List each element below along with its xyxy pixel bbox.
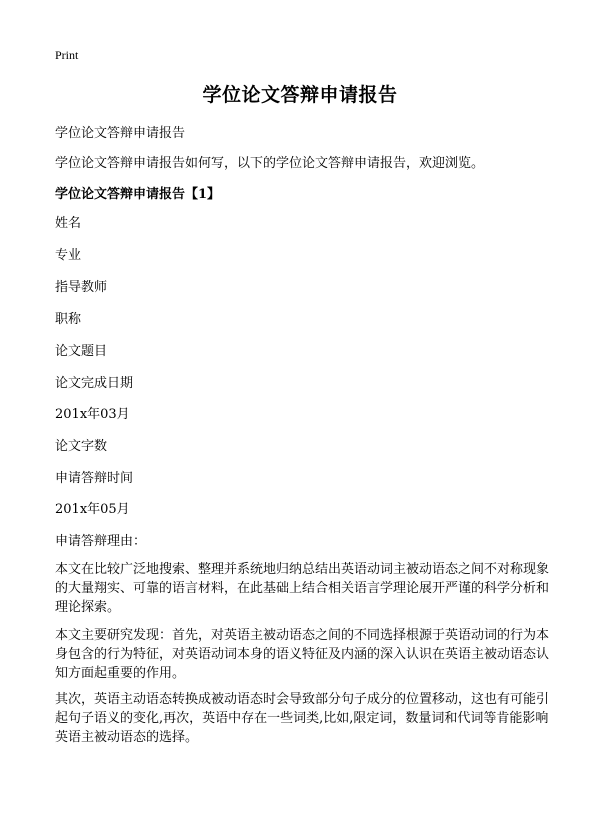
field-word-count: 论文字数: [55, 439, 108, 454]
field-thesis-topic: 论文题目: [55, 344, 108, 359]
print-label: Print: [55, 48, 79, 62]
paragraph-1: 本文在比较广泛地搜索、整理并系统地归纳总结出英语动词主被动语态之间不对称现象的大量翔实、可靠的语言材料，在此基础上结合相关语言学理论展开严谨的科学分析和理论探索。: [55, 562, 550, 615]
section-heading: 学位论文答辩申请报告【1】: [55, 187, 221, 202]
field-major: 专业: [55, 248, 82, 263]
field-defense-time-value: 201x年05月: [55, 502, 130, 517]
paragraph-3: 其次，英语主动语态转换成被动语态时会导致部分句子成分的位置移动，这也有可能引起句子语义的变化,再次，英语中存在一些词类,比如,限定词，数量词和代词等肯能影响英语主被动语态的选择。: [55, 692, 550, 745]
document-intro: 学位论文答辩申请报告如何写，以下的学位论文答辩申请报告，欢迎浏览。: [55, 156, 485, 171]
field-defense-time: 申请答辩时间: [55, 471, 134, 486]
field-defense-reason: 申请答辩理由：: [55, 534, 147, 549]
field-title: 职称: [55, 312, 82, 327]
document-title: 学位论文答辩申请报告: [202, 84, 398, 106]
paragraph-2: 本文主要研究发现：首先，对英语主被动语态之间的不同选择根源于英语动词的行为本身包含的行为特征，对英语动词本身的语义特征及内涵的深入认识在英语主被动语态认知方面起重要的作用。: [55, 628, 550, 681]
field-completion-date: 论文完成日期: [55, 376, 134, 391]
field-completion-date-value: 201x年03月: [55, 407, 130, 422]
field-name: 姓名: [55, 216, 82, 231]
document-subtitle: 学位论文答辩申请报告: [55, 126, 186, 141]
field-advisor: 指导教师: [55, 280, 108, 295]
